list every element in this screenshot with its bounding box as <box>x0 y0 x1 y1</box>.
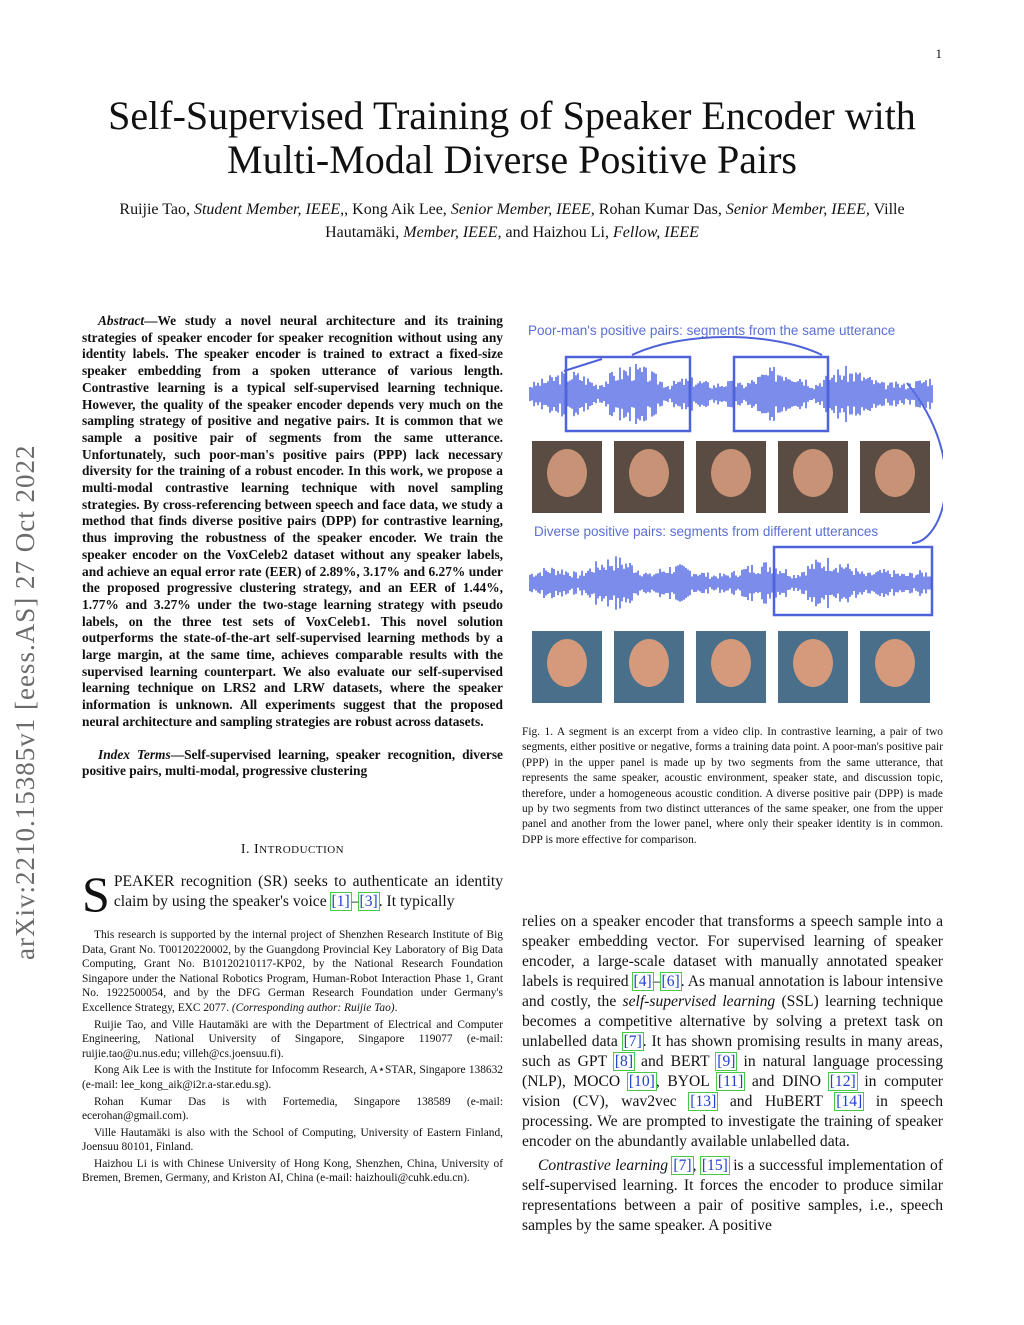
body-paragraph: Contrastive learning [7], [15] is a successful implementation of self-supervised learning. It forces the encoder to produce similar representations between a pair of positive samples, i.e., speech samples by the same speaker. A positive <box>522 1157 944 1235</box>
footnote: Rohan Kumar Das is with Fortemedia, Singapore 138589 (e-mail: ecerohan@gmail.com). <box>82 1095 503 1123</box>
body-paragraph: relies on a speaker encoder that transforms a speech sample into a speaker embedding vector. For supervised learning of speaker encoder, a large-scale dataset with manually annotated speaker labels is required [4]–[6]. As manual annotation is labour intensive and costly, the self-supervised learning (SSL) learning technique becomes a competitive alternative by solving a pretext task on unlabelled data [7]. It has shown promising results in many areas, such as GPT [8] and BERT [9] in natural language processing (NLP), MOCO [10], BYOL [11] and DINO [12] in computer vision (CV), wav2vec [13] and HuBERT [14] in speech processing. We are prompted to investigate the training of speaker encoder on the abundantly available unlabelled data. <box>522 913 944 1151</box>
abstract-text: —We study a novel neural architecture and its training strategies of speaker encoder for speaker recognition without using any identity labels. The speaker encoder is trained to extract a fixed-size speaker embedding from a spoken utterance of various length. Contrastive learning is a typical self-supervised learning technique. However, the quality of the speaker encoder depends very much on the sampling strategy of positive and negative pairs. It is common that we sample a positive pair of segments from the same utterance. Unfortunately, such poor-man's positive pairs (PPP) lack necessary diversity for the training of a robust encoder. In this work, we propose a multi-modal contrastive learning technique with novel sampling strategies. By cross-referencing between speech and face data, we study a method that finds diverse positive pairs (DPP) for contrastive learning, thus improving the robustness of the speaker encoder. We train the speaker encoder on the VoxCeleb2 dataset without any speaker labels, and achieve an equal error rate (EER) of 2.89%, 3.17% and 6.27% under the proposed progressive clustering strategy, and an EER of 1.44%, 1.77% and 3.27% under the two-stage learning strategy with pseudo labels, on the three test sets of VoxCeleb1. This novel solution outperforms the state-of-the-art self-supervised learning methods by a large margin, at the same time, achieves comparable results with the supervised learning counterpart. We also evaluate our self-supervised learning technique on LRS2 and LRW datasets, where the speaker information is unknown. All experiments suggest that the proposed neural architecture and sampling strategies are robust across datasets. <box>82 313 503 729</box>
arxiv-identifier: arXiv:2210.15385v1 [eess.AS] 27 Oct 2022 <box>10 444 40 960</box>
citation-link[interactable]: [1] <box>331 892 350 910</box>
footnote: Ville Hautamäki is also with the School of Computing, University of Eastern Finland, Joensuu 80101, Finland. <box>82 1126 503 1154</box>
face-image <box>875 639 915 687</box>
author-name: Rohan Kumar Das, <box>598 201 722 218</box>
index-terms-label: Index Terms <box>98 746 171 762</box>
abstract-label: Abstract <box>98 313 145 328</box>
face-image <box>875 449 915 497</box>
footnote: Ruijie Tao, and Ville Hautamäki are with the Department of Electrical and Computer Engineering, National University of Singapore, Singapore 119077 (e-mail: ruijie.tao@u.nus.edu; villeh@cs.joensuu.fi). <box>82 1018 503 1060</box>
face-image <box>629 449 669 497</box>
footnote: This research is supported by the internal project of Shenzhen Research Institute of Big Data, Grant No. T00120220002, by the Guangdong Provincial Key Laboratory of Big Data Computing, Grant No. B10120210117-KP02, by the National Research Foundation Singapore under the National Robotics Program, Human-Robot Interaction Phase 1, Grant No. 1922500054, and by the DFG German Research Foundation under Germany's Excellence Strategy, EXC 2077. (Corresponding author: Ruijie Tao). <box>82 928 503 1014</box>
figure-bottom-label: Diverse positive pairs: segments from different utterances <box>534 524 879 539</box>
figure-caption: Fig. 1. A segment is an excerpt from a video clip. In contrastive learning, a pair of two segments, either positive or negative, forms a training data point. A poor-man's positive pair (PPP) in the upper panel is made up by two segments from the same utterance, that represents the same speaker, acoustic environment, speaker state, and discussion topic, therefore, under a homogeneous acoustic condition. A diverse positive pair (DPP) is made up by two segments from two distinct utterances of the same speaker, one from the upper panel and another from the lower panel, where only their speaker identity is in common. DPP is more effective for comparison. <box>522 726 943 846</box>
footnote: Kong Aik Lee is with the Institute for Infocomm Research, A⋆STAR, Singapore 138632 (e-mail: lee_kong_aik@i2r.a-star.edu.sg). <box>82 1064 503 1091</box>
citation-link[interactable]: [7] <box>673 1157 692 1175</box>
author-name: , Kong Aik Lee, <box>344 201 447 218</box>
citation-link[interactable]: [8] <box>614 1053 634 1071</box>
index-terms-text: —Self-supervised learning, speaker recognition, diverse positive pairs, multi-modal, progressive clustering <box>82 746 504 779</box>
face-frames-bottom <box>532 631 930 703</box>
citation-link[interactable]: [15] <box>701 1157 728 1175</box>
pair-connector-arc <box>632 337 822 355</box>
abstract <box>82 313 503 731</box>
face-image <box>793 449 833 497</box>
face-image <box>793 639 833 687</box>
citation-link[interactable]: [10] <box>628 1073 655 1091</box>
citation-link[interactable]: [7] <box>623 1033 642 1051</box>
paper-title: Self-Supervised Training of Speaker Encoder with Multi-Modal Diverse Positive Pairs <box>108 93 916 182</box>
author-role: Member, IEEE, <box>403 224 502 241</box>
face-image <box>711 449 751 497</box>
face-image <box>711 639 751 687</box>
citation-link[interactable]: [6] <box>661 973 680 991</box>
waveform-top <box>530 364 932 424</box>
right-column <box>522 313 943 1236</box>
face-image <box>547 449 587 497</box>
footnotes <box>82 928 503 1186</box>
author-name: Ruijie Tao, <box>119 201 190 218</box>
citation-link[interactable]: [4] <box>633 973 652 991</box>
author-name: and Haizhou Li, <box>505 224 609 241</box>
section-heading-introduction: I. INTRODUCTION <box>240 841 345 857</box>
author-role: Senior Member, IEEE, <box>450 201 595 218</box>
pair-connector-arc <box>564 359 602 371</box>
face-image <box>547 639 587 687</box>
left-column <box>82 313 503 1188</box>
citation-link[interactable]: [9] <box>717 1053 736 1071</box>
figure-top-label: Poor-man's positive pairs: segments from the same utterance <box>528 323 896 338</box>
figure-1-illustration <box>522 313 943 713</box>
author-role: Senior Member, IEEE, <box>725 201 870 218</box>
citation-link[interactable]: [13] <box>690 1093 717 1111</box>
author-role: Student Member, IEEE, <box>193 201 345 218</box>
citation-link[interactable]: [14] <box>836 1093 863 1111</box>
page-number: 1 <box>935 46 942 61</box>
author-name: Ville Hautamäki, <box>325 201 905 241</box>
citation-link[interactable]: [3] <box>359 892 378 910</box>
figure-1 <box>522 313 943 713</box>
author-role: Fellow, IEEE <box>613 224 699 241</box>
index-terms <box>82 747 503 780</box>
face-frames-top <box>532 441 930 513</box>
intro-paragraph: SPEAKER recognition (SR) seeks to authenticate an identity claim by using the speaker's voice [1]–[3]. It typically <box>82 865 503 922</box>
waveform-bottom <box>530 556 932 609</box>
citation-link[interactable]: [11] <box>717 1073 744 1091</box>
citation-link[interactable]: [12] <box>829 1073 856 1091</box>
face-image <box>629 639 669 687</box>
author-list <box>110 198 914 244</box>
drop-cap: S <box>82 865 110 922</box>
footnote: Haizhou Li is with Chinese University of Hong Kong, Shenzhen, China, University of Bremen, Bremen, Germany, and Kriston AI, China (e-mail: haizhouli@cuhk.edu.cn). <box>82 1157 503 1185</box>
